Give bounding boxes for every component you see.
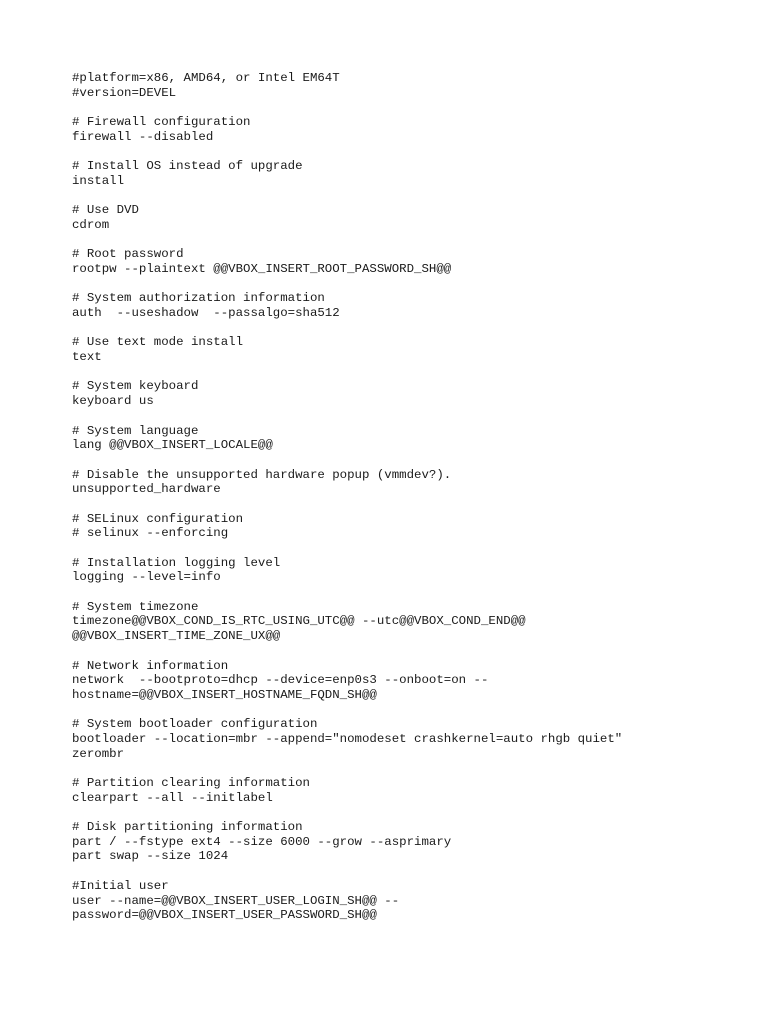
blank-line bbox=[72, 144, 752, 159]
comment-line: # Installation logging level bbox=[72, 555, 281, 570]
blank-line bbox=[72, 277, 752, 292]
blank-line bbox=[72, 864, 752, 879]
config-line: rootpw --plaintext @@VBOX_INSERT_ROOT_PASSWORD_SH@@ bbox=[72, 261, 452, 276]
document-body bbox=[72, 71, 752, 923]
comment-line: #Initial user bbox=[72, 878, 169, 893]
config-line: password=@@VBOX_INSERT_USER_PASSWORD_SH@@ bbox=[72, 908, 377, 923]
config-line: firewall --disabled bbox=[72, 129, 214, 144]
config-line: logging --level=info bbox=[72, 570, 221, 585]
comment-line: # Disk partitioning information bbox=[72, 820, 303, 835]
blank-line bbox=[72, 703, 752, 718]
blank-line bbox=[72, 805, 752, 820]
comment-line: # Use text mode install bbox=[72, 335, 244, 350]
config-line: @@VBOX_INSERT_TIME_ZONE_UX@@ bbox=[72, 629, 281, 644]
blank-line bbox=[72, 100, 752, 115]
blank-line bbox=[72, 541, 752, 556]
blank-line bbox=[72, 189, 752, 204]
config-line: auth --useshadow --passalgo=sha512 bbox=[72, 306, 340, 320]
blank-line bbox=[72, 761, 752, 776]
blank-line bbox=[72, 321, 752, 336]
blank-line bbox=[72, 497, 752, 512]
config-line: cdrom bbox=[72, 217, 110, 232]
comment-line: # System language bbox=[72, 423, 199, 438]
comment-line: # selinux --enforcing bbox=[72, 526, 229, 541]
comment-line: #platform=x86, AMD64, or Intel EM64T bbox=[72, 71, 340, 85]
config-line: unsupported_hardware bbox=[72, 482, 221, 497]
config-line: install bbox=[72, 173, 125, 188]
config-line: network --bootproto=dhcp --device=enp0s3 --onboot=on -- bbox=[72, 673, 489, 688]
config-line: hostname=@@VBOX_INSERT_HOSTNAME_FQDN_SH@@ bbox=[72, 687, 377, 702]
blank-line bbox=[72, 644, 752, 659]
comment-line: #version=DEVEL bbox=[72, 85, 177, 100]
config-line: lang @@VBOX_INSERT_LOCALE@@ bbox=[72, 438, 273, 453]
comment-line: # Firewall configuration bbox=[72, 115, 251, 130]
comment-line: # System keyboard bbox=[72, 379, 199, 394]
blank-line bbox=[72, 453, 752, 468]
config-line: keyboard us bbox=[72, 394, 154, 409]
blank-line bbox=[72, 365, 752, 380]
comment-line: # System authorization information bbox=[72, 291, 325, 306]
comment-line: # Install OS instead of upgrade bbox=[72, 159, 303, 174]
comment-line: # System bootloader configuration bbox=[72, 717, 318, 732]
config-line: timezone@@VBOX_COND_IS_RTC_USING_UTC@@ --utc@@VBOX_COND_END@@ bbox=[72, 614, 526, 629]
config-line: part swap --size 1024 bbox=[72, 849, 229, 864]
blank-line bbox=[72, 585, 752, 600]
comment-line: # System timezone bbox=[72, 599, 199, 614]
kickstart-document bbox=[72, 71, 752, 923]
comment-line: # SELinux configuration bbox=[72, 511, 244, 526]
config-line: text bbox=[72, 350, 102, 365]
config-line: bootloader --location=mbr --append="nomodeset crashkernel=auto rhgb quiet" bbox=[72, 731, 623, 746]
config-line: clearpart --all --initlabel bbox=[72, 790, 273, 805]
blank-line bbox=[72, 409, 752, 424]
comment-line: # Partition clearing information bbox=[72, 776, 310, 790]
config-line: part / --fstype ext4 --size 6000 --grow --asprimary bbox=[72, 834, 452, 849]
comment-line: # Use DVD bbox=[72, 203, 139, 218]
comment-line: # Root password bbox=[72, 247, 184, 262]
blank-line bbox=[72, 233, 752, 248]
comment-line: # Network information bbox=[72, 658, 229, 673]
config-line: zerombr bbox=[72, 746, 125, 761]
comment-line: # Disable the unsupported hardware popup (vmmdev?). bbox=[72, 467, 452, 482]
config-line: user --name=@@VBOX_INSERT_USER_LOGIN_SH@@ -- bbox=[72, 893, 400, 908]
